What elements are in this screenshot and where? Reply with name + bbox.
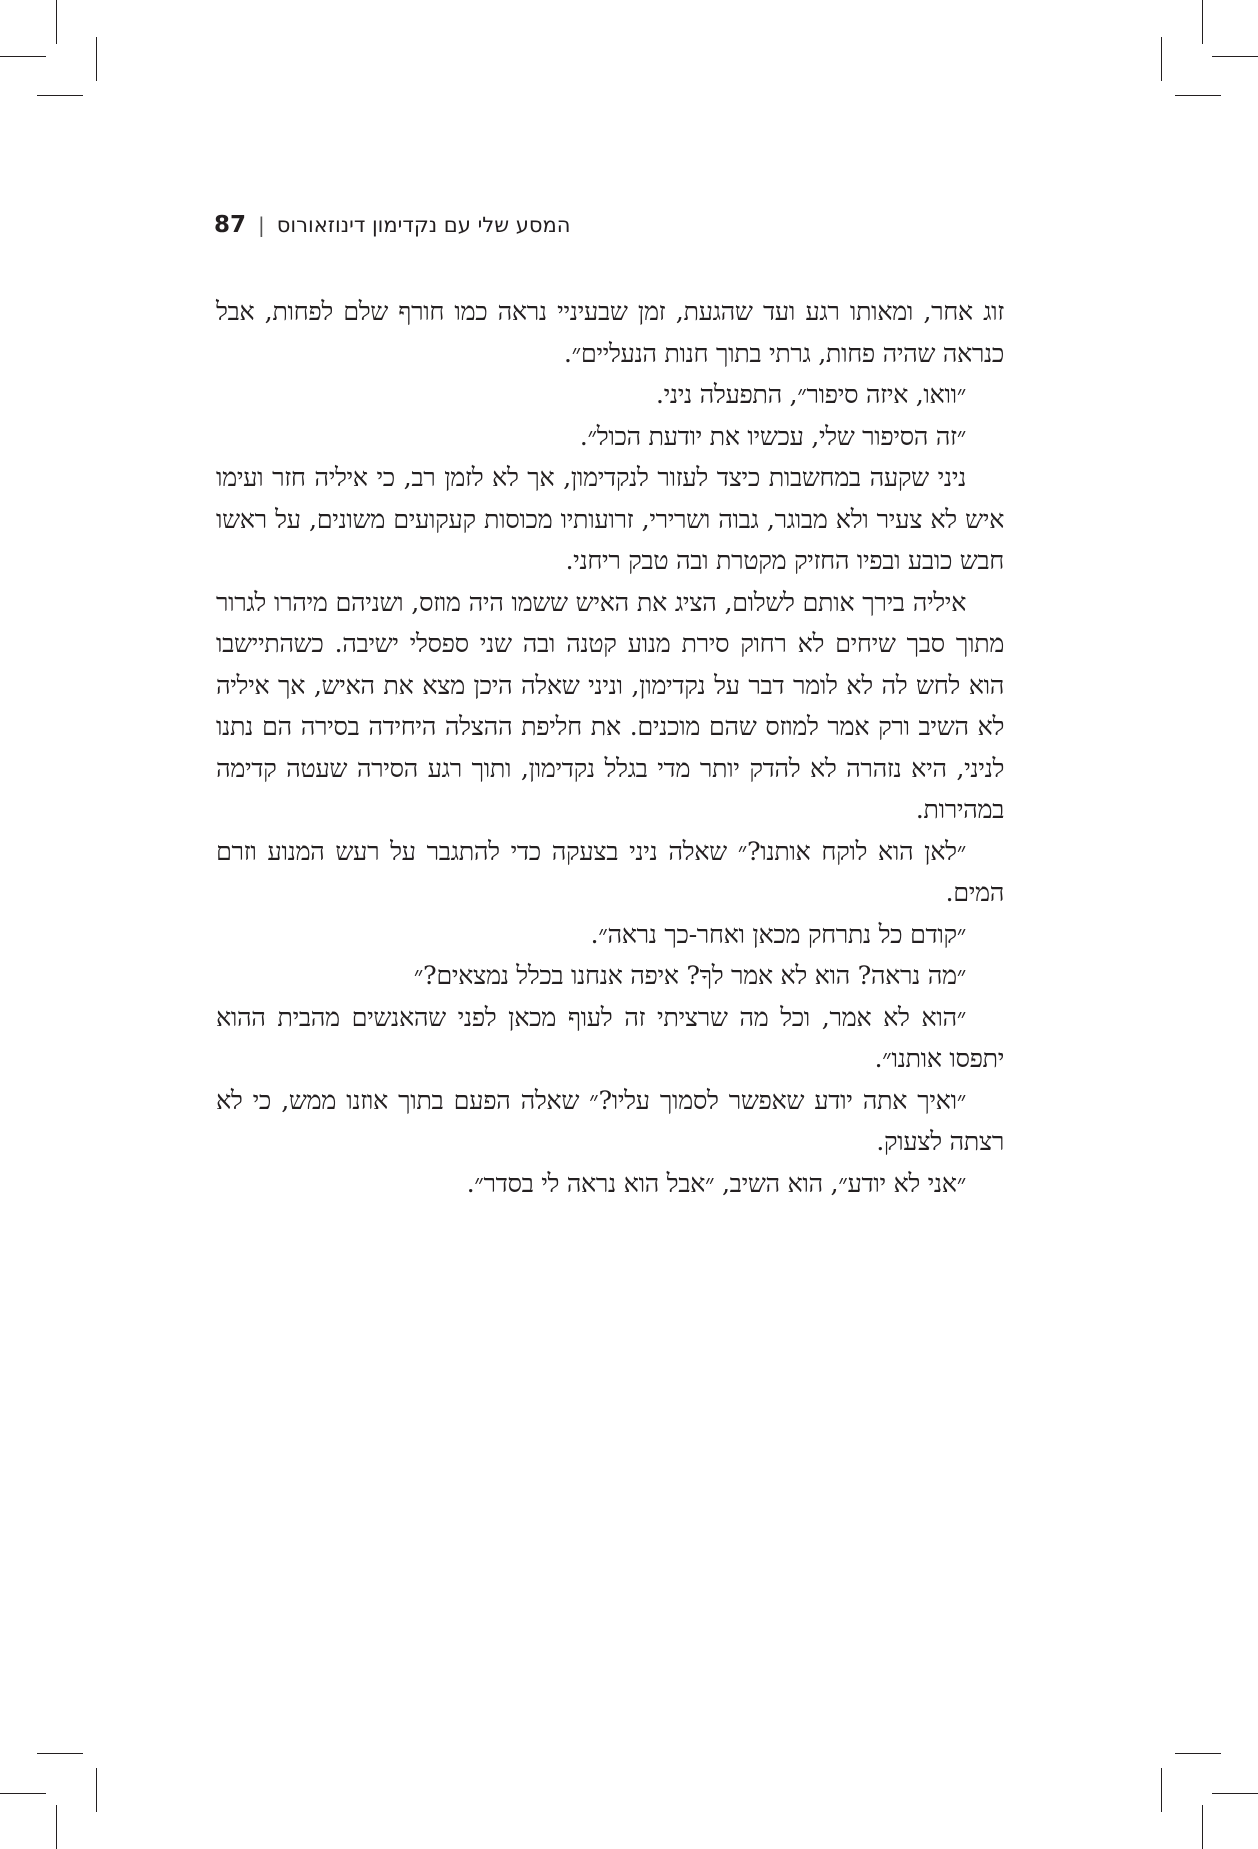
crop-mark [1202,1805,1203,1849]
paragraph: ניני שקעה במחשבות כיצד לעזור לנקדימון, אך לא לזמן רב, כי איליה חזר ועימו איש לא צעיר ולא מבוגר, גבוה ושרירי, זרועותיו מכוסות קעקועים משונים, על ראשו חבש כובע ובפיו החזיק מקטרת ובה טבק ריחני. [216,463,1004,576]
header-separator: | [258,213,265,237]
paragraph: ״קודם כל נתרחק מכאן ואחר-כך נראה״. [590,919,966,950]
crop-mark [0,56,46,57]
crop-mark [56,1805,57,1849]
paragraph: איליה בירך אותם לשלום, הציג את האיש ששמו היה מוזס, ושניהם מיהרו לגרור מתוך סבך שיחים לא רחוק סירת מנוע קטנה ובה שני ספסלי ישיבה. כשהתיישבו הוא לחש לה לא לומר דבר על נקדימון, וניני שאלה היכן מצא את האיש, אך איליה לא השיב ורק אמר למוזס שהם מוכנים. את חליפת ההצלה היחידה בסירה הם נתנו לניני, היא נזהרה לא להדק יותר מדי בגלל נקדימון, ותוך רגע הסירה שעטה קדימה במהירות. [216,587,1004,825]
crop-mark [37,95,83,96]
paragraph: ״הוא לא אמר, וכל מה שרציתי זה לעוף מכאן לפני שהאנשים מהבית ההוא יתפסו אותנו״. [216,1002,1004,1074]
paragraph: ״אני לא יודע״, הוא השיב, ״אבל הוא נראה לי בסדר״. [466,1168,966,1199]
crop-mark [37,1753,83,1754]
body-text [216,292,1004,1205]
paragraph: ״וואו, איזה סיפור״, התפעלה ניני. [655,380,966,410]
book-title: המסע שלי עם נקדימון דינוזאורוס [276,213,571,237]
crop-mark [1161,37,1162,81]
crop-mark [96,37,97,81]
crop-mark [1212,56,1258,57]
paragraph: ״לאן הוא לוקח אותנו?״ שאלה ניני בצעקה כדי להתגבר על רעש המנוע וזרם המים. [216,836,1004,908]
crop-mark [1161,1768,1162,1812]
paragraph: ״ואיך אתה יודע שאפשר לסמוך עליו?״ שאלה הפעם בתוך אוזנו ממש, כי לא רצתה לצעוק. [216,1085,1004,1157]
crop-mark [1175,1753,1221,1754]
page-number: 87 [214,212,247,238]
crop-mark [56,0,57,44]
crop-mark [1212,1793,1258,1794]
paragraph: זוג אחר, ומאותו רגע ועד שהגעת, זמן שבעיניי נראה כמו חורף שלם לפחות, אבל כנראה שהיה פחות, גרתי בתוך חנות הנעליים״. [216,297,1004,369]
paragraph: ״מה נראה? הוא לא אמר לךָ? איפה אנחנו בכלל נמצאים?״ [413,961,966,991]
crop-mark [96,1768,97,1812]
crop-mark [1202,0,1203,44]
running-head [214,210,608,240]
crop-mark [1175,95,1221,96]
crop-mark [0,1793,46,1794]
paragraph: ״זה הסיפור שלי, עכשיו את יודעת הכול״. [579,421,966,452]
